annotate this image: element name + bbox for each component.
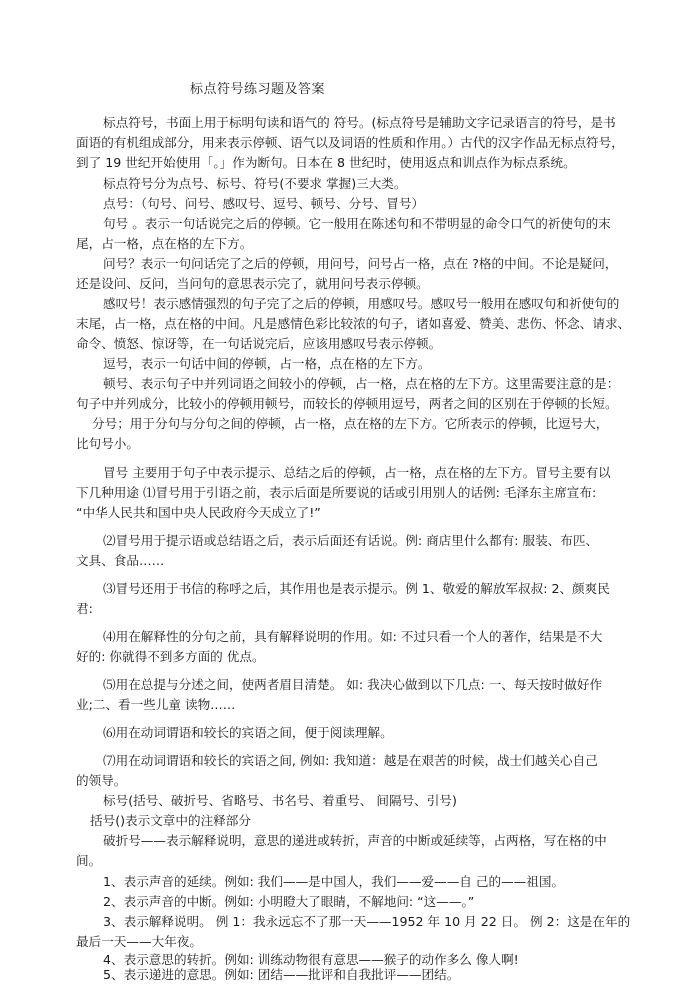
text-line: 分号；用于分句与分句之间的停顿，占一格，点在格的左下方。它所表示的停顿，比逗号大， — [92, 416, 609, 431]
text-line: 点号：（句号、问号、感叹号、逗号、顿号、分号、冒号） — [103, 196, 425, 211]
text-line: 1、表示声音的延续。例如: 我们——是中国人，我们——爱——自 己的——祖国。 — [103, 874, 565, 889]
text-line: ⑷用在解释性的分句之前，具有解释说明的作用。如: 不过只看一个人的著作，结果是不大 — [103, 629, 603, 644]
text-line: 还是设问、反问，当问句的意思表示完了，就用问号表示停顿。 — [76, 276, 429, 291]
text-line: 标号(括号、破折号、省略号、书名号、着重号、 间隔号、引号) — [103, 793, 457, 808]
text-line: “中华人民共和国中央人民政府今天成立了!” — [76, 505, 321, 520]
text-line: 命令、愤怒、惊讶等，在一句话说完后，应该用感叹号表示停顿。 — [76, 336, 442, 351]
text-line: 面语的有机组成部分，用来表示停顿、语气以及词语的性质和作用。）古代的汉字作品无标点符号， — [76, 135, 624, 150]
text-line: 2、表示声音的中断。例如: 小明瞪大了眼睛，不解地问: “这——。” — [103, 894, 475, 909]
doc-title: 标点符号练习题及答案 — [190, 82, 326, 97]
text-line: 问号？表示一句问话完了之后的停顿，用问号，问号占一格，点在 ?格的中间。不论是疑问， — [103, 256, 618, 271]
text-line: 逗号，表示一句话中间的停顿，占一格，点在格的左下方。 — [103, 356, 431, 371]
text-line: 的领导。 — [76, 773, 127, 788]
text-line: 下几种用途 ⑴冒号用于引语之前，表示后面是所要说的话或引用别人的话例: 毛泽东主席宣布: — [76, 485, 597, 500]
text-line: 句号 。表示一句话说完之后的停顿。它一般用在陈述句和不带明显的命令口气的祈使句的末 — [103, 216, 611, 231]
text-line: 标点符号分为点号、标号、符号(不要求 掌握)三大类。 — [103, 176, 407, 191]
text-line: ⑶冒号还用于书信的称呼之后，其作用也是表示提示。例 1、敬爱的解放军叔叔: 2、颜爽民 — [103, 581, 610, 596]
text-line: 破折号——表示解释说明，意思的递进或转折，声音的中断或延续等，占两格，写在格的中 — [103, 833, 607, 848]
text-line: 括号()表示文章中的注释部分 — [90, 813, 251, 828]
text-line: 文具、食品…… — [76, 553, 165, 568]
text-line: 冒号 主要用于句子中表示提示、总结之后的停顿，占一格，点在格的左下方。冒号主要有以 — [103, 465, 611, 480]
text-line: ⑺用在动词谓语和较长的宾语之间, 例如: 我知道：越是在艰苦的时候，战士们越关心自己 — [103, 753, 598, 768]
text-line: 君: — [76, 601, 93, 616]
text-line: 末尾，占一格，点在格的中间。凡是感情色彩比较浓的句子，诸如喜爱、赞美、悲伤、怀念、请求、 — [76, 316, 631, 331]
text-line: 顿号、表示句子中并列词语之间较小的停顿，占一格，点在格的左下方。这里需要注意的是： — [103, 376, 620, 391]
text-line: ⑹用在动词谓语和较长的宾语之间，便于阅读理解。 — [103, 725, 393, 740]
text-line: 好的: 你就得不到多方面的 优点。 — [76, 649, 265, 664]
text-line: 最后一天——大年夜。 — [76, 934, 202, 949]
text-line: 间。 — [76, 853, 102, 868]
text-line: 标点符号，书面上用于标明句读和语气的 符号。(标点符号是辅助文字记录语言的符号，是书 — [103, 115, 616, 130]
text-line: 尾，占一格，点在格的左下方。 — [76, 236, 253, 251]
text-line: 4、表示意思的转折。例如: 训练动物很有意思——猴子的动作多么 像人啊! — [103, 952, 519, 967]
text-line: 感叹号！表示感情强烈的句子完了之后的停顿，用感叹号。感叹号一般用在感叹句和祈使句的 — [103, 296, 620, 311]
text-line: 5、表示递进的意思。例如: 团结——批评和自我批评——团结。 — [103, 967, 460, 982]
text-line: 3、表示解释说明。 例 1：我永远忘不了那一天——1952 年 10 月 22 日。 例 2：这是在年的 — [103, 914, 631, 929]
text-line: 业;二、看一些儿童 读物…… — [76, 697, 236, 712]
text-line: ⑸用在总提与分述之间，使两者眉目清楚。 如: 我决心做到以下几点: 一、每天按时做好作 — [103, 677, 603, 692]
text-line: 比句号小。 — [76, 436, 139, 451]
text-line: 到了 19 世纪开始使用「。」作为断句。日本在 8 世纪时，使用返点和训点作为标点系统。 — [76, 155, 576, 170]
text-line: 句子中并列成分，比较小的停顿用顿号，而较长的停顿用逗号，两者之间的区别在于停顿的长短。 — [76, 396, 618, 411]
text-line: ⑵冒号用于提示语或总结语之后，表示后面还有话说。例: 商店里什么都有: 服装、布匹、 — [103, 533, 599, 548]
